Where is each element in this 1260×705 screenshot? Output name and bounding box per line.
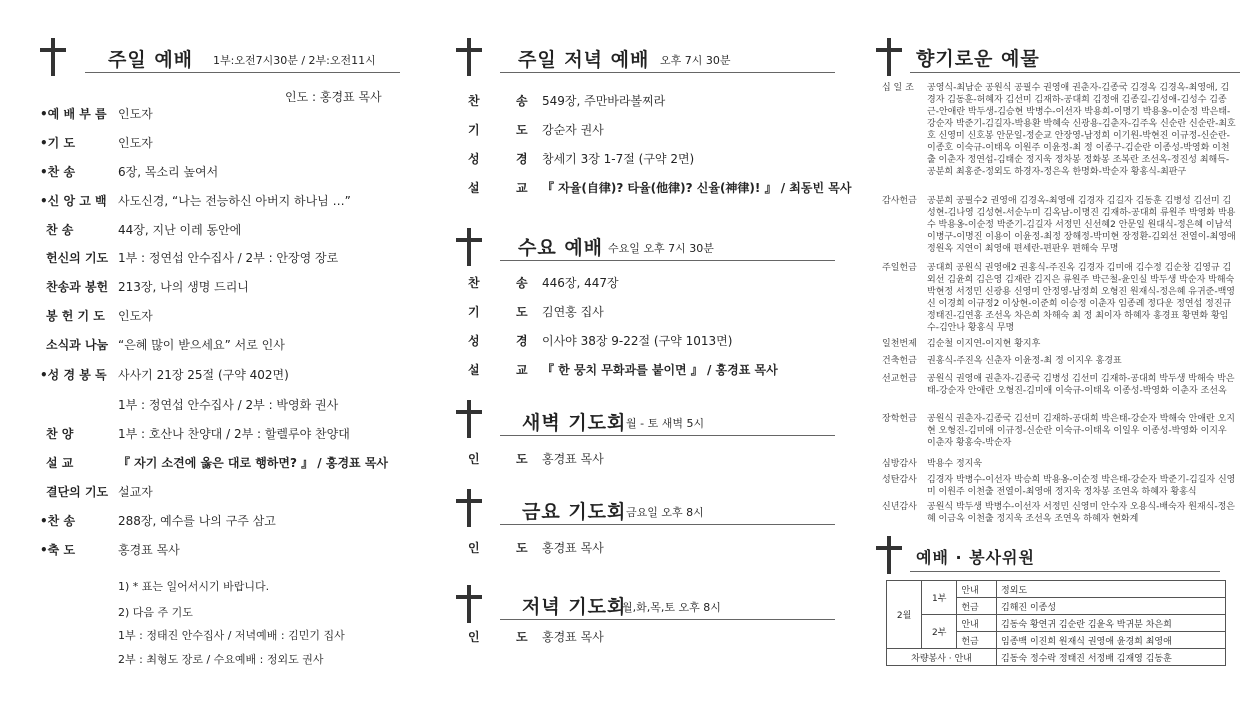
- list-item: [46, 307, 153, 324]
- cross-icon: [876, 536, 902, 574]
- note: 2부 : 최형도 장로 / 수요예배 : 정외도 권사: [118, 653, 324, 666]
- list-item: [46, 336, 285, 353]
- offering-names: 공분희 공필수2 권영애 김경옥-최영애 김경자 김길자 김동훈 김병성 김선미 김성현-김나영 김성현-서순누미 김옥남-이명진 김재하-공대희 류원주 박영화 박용수 박용옹-이순정 박준기-김길자 서정민 신선혜2 안문일 원대식-정은혜 이남석 이병구-이명진 이용이 이윤정-최정 장해정-박미현 장정환-김외선 전열이-최영애 정원옥 지연이 최영애 편세란-편판우 편해숙 무명: [927, 196, 1236, 254]
- note: 1부 : 정태진 안수집사 / 저녁예배 : 김민기 집사: [118, 629, 345, 642]
- offering-row: [882, 474, 1237, 500]
- item-value: 설교자: [118, 485, 153, 499]
- divider: [910, 571, 1220, 572]
- item-label: 인: [468, 452, 480, 466]
- cross-icon: [456, 585, 482, 623]
- list-item: [468, 628, 604, 645]
- role-cell: 헌금: [957, 632, 997, 649]
- note: 1) * 표는 일어서시기 바랍니다.: [118, 580, 270, 593]
- list-item: [40, 512, 276, 529]
- list-item: [468, 92, 665, 109]
- offering-row: [882, 413, 1237, 451]
- item-label: 기: [468, 305, 480, 319]
- section-subtitle: 수요일 오후 7시 30분: [608, 242, 714, 255]
- list-item: [40, 192, 351, 209]
- list-item: [468, 274, 619, 291]
- list-item: [46, 425, 350, 442]
- divider: [910, 72, 1240, 73]
- list-item: [46, 249, 338, 266]
- cross-icon: [456, 400, 482, 438]
- list-item: [468, 179, 851, 196]
- section-title: 주일 저녁 예배: [518, 49, 650, 71]
- item-label: 도: [516, 541, 528, 555]
- item-value: 1부 : 호산나 찬양대 / 2부 : 할렐루야 찬양대: [118, 427, 350, 441]
- month-cell: 2월: [887, 581, 922, 649]
- role-cell: 안내: [957, 581, 997, 598]
- names-cell: 정외도: [997, 581, 1226, 598]
- offering-type: 선교헌금: [882, 374, 917, 384]
- cross-icon: [456, 38, 482, 76]
- offering-names: 박용수 정지욱: [927, 459, 983, 469]
- list-item: [468, 121, 604, 138]
- section-title: 새벽 기도회: [522, 412, 627, 434]
- section-subtitle: 월 - 토 새벽 5시: [626, 417, 705, 430]
- item-value: 213장, 나의 생명 드리니: [118, 280, 249, 294]
- divider: [500, 435, 835, 436]
- divider: [500, 619, 835, 620]
- item-value: 홍경표 목사: [542, 630, 604, 644]
- middle-column: [430, 0, 850, 705]
- item-label: 찬 양: [46, 427, 74, 441]
- cross-icon: [40, 38, 66, 76]
- item-value: 김연홍 집사: [542, 305, 604, 319]
- item-label: 인: [468, 541, 480, 555]
- offering-row: [882, 355, 1237, 369]
- list-item: [46, 483, 153, 500]
- item-label: 봉 헌 기 도: [46, 309, 105, 323]
- offering-names: 공원식 권영애 권춘자-김종국 김병성 김선미 김재하-공대희 박두생 박해숙 박은태-강순자 안애란 오형진-김미애 이숙규-이태옥 이종성-박영화 이춘자 조선옥: [927, 374, 1235, 396]
- list-item: [468, 332, 732, 349]
- offering-row: [882, 82, 1237, 194]
- divider: [500, 260, 835, 261]
- item-label: 찬 송: [46, 223, 74, 237]
- divider: [500, 72, 835, 73]
- divider: [500, 524, 835, 525]
- cross-icon: [876, 38, 902, 76]
- offering-type: 주일헌금: [882, 263, 917, 273]
- item-value: 『 자기 소견에 옳은 대로 행하면? 』 / 홍경표 목사: [118, 456, 389, 470]
- section-title: 주일 예배: [108, 49, 194, 71]
- item-label: 인: [468, 630, 480, 644]
- item-label: 송: [516, 276, 528, 290]
- offering-type: 감사헌금: [882, 196, 917, 206]
- list-item: [40, 134, 153, 151]
- list-item: [468, 150, 694, 167]
- list-item: [40, 541, 180, 558]
- offering-names: 공원식 권춘자-김종국 김선미 김재하-공대희 박은태-강순자 박해숙 안애란 오지현 오형진-김미애 이규정-신순란 이숙규-이태옥 이일우 이종성-박영화 이지우 이춘자 황홍숙-박순자: [927, 414, 1235, 448]
- item-value: 인도자: [118, 136, 153, 150]
- offering-type: 장학헌금: [882, 414, 917, 424]
- item-label: 경: [516, 152, 528, 166]
- offering-names: 공원식 박두생 박병수-이선자 서정민 신영미 안수자 오용식-배숙자 원재식-정은혜 이금옥 이천출 정지욱 조선옥 조연옥 하혜자 현화계: [927, 502, 1235, 524]
- list-item: [40, 163, 218, 180]
- list-item: [468, 539, 604, 556]
- item-value: 홍경표 목사: [118, 543, 180, 557]
- item-label: 찬: [468, 94, 480, 108]
- item-value: 446장, 447장: [542, 276, 619, 290]
- item-label: •예 배 부 름: [40, 107, 107, 121]
- role-cell: 안내: [957, 615, 997, 632]
- role-cell: 차량봉사 · 안내: [887, 649, 997, 666]
- leader: 인도 : 홍경표 목사: [285, 90, 382, 104]
- item-label: 송: [516, 94, 528, 108]
- table-row: [887, 581, 1226, 598]
- offering-names: 공영식-최남순 공원식 공필수 권영애 권춘자-김종국 김경옥 김경옥-최영애, 김경자 김동훈-허혜자 김선미 김재하-공대희 김정애 김종길-김성애-김성수 김종근-안애란 박두생-김승현 박병수-이선자 박용희-이명기 박용옹-이순정 박은태-강순자 박준기-김길자-박용환 박혜숙 신광용-김춘자-김주옥 신순란 신순란-최호호 신영미 신호봉 안문일-정순교 안장영-남정희 이기원-박현진 이규정-신순란-이종호 이숙규-이태옥 이원주 이윤정-최 정 이종구-김순란 이종성-박영화 이천출 이춘자 정연섭-김태순 정지욱 정차봉 정화봉 조복란 조선옥-정진성 최해득-공분희 최홍준-정외도 하경자-정은옥 한명화-박순자 황홍식-최판구: [927, 83, 1236, 177]
- names-cell: 임종백 이진희 원재식 권영애 윤경희 최영애: [997, 632, 1226, 649]
- divider: [85, 72, 400, 73]
- role-cell: 헌금: [957, 598, 997, 615]
- section-subtitle: 월,화,목,토 오후 8시: [622, 601, 721, 614]
- right-column: [870, 0, 1250, 705]
- offering-row: [882, 458, 1237, 472]
- list-item: [118, 396, 338, 413]
- item-label: 성: [468, 334, 480, 348]
- item-value: 549장, 주만바라볼찌라: [542, 94, 666, 108]
- names-cell: 김동숙 정수락 정태진 서정배 김재영 김동훈: [997, 649, 1226, 666]
- item-label: •신 앙 고 백: [40, 194, 107, 208]
- names-cell: 김동숙 황연귀 김순란 김윤옥 박귀분 차은희: [997, 615, 1226, 632]
- offering-names: 공대희 공원식 권영애2 권홍식-주진옥 김경자 김미애 김수정 김순창 김영규 김외선 김윤희 김은영 김재란 김지은 류원주 박근철-윤인실 박두생 박순자 박해숙 박현정 서정민 신광용 신영미 안정영-남정희 오형진 원재식-정은혜 유귀준-백영신 이경희 이규정2 이상현-이준희 이승정 이춘자 임종례 정다운 정연섭 정진규 정태진-김연홍 조선옥 차은희 차해숙 최 정 최이자 하혜자 홍경표 황면화 황임수-김안나 황홍식 무명: [927, 263, 1235, 333]
- section-subtitle: 1부:오전7시30분 / 2부:오전11시: [213, 54, 376, 67]
- offering-row: [882, 338, 1237, 352]
- item-label: 기: [468, 123, 480, 137]
- item-value: 『 한 뭉치 무화과를 붙이면 』 / 홍경표 목사: [542, 363, 778, 377]
- names-cell: 김해진 이종성: [997, 598, 1226, 615]
- list-item: [468, 450, 604, 467]
- item-label: 도: [516, 452, 528, 466]
- section-title: 금요 기도회: [522, 501, 627, 523]
- item-label: •기 도: [40, 136, 76, 150]
- item-value: 1부 : 정연섭 안수집사 / 2부 : 안장영 장로: [118, 251, 339, 265]
- item-label: 교: [516, 363, 528, 377]
- offering-row: [882, 373, 1237, 411]
- item-label: 도: [516, 305, 528, 319]
- section-title: 저녁 기도회: [522, 596, 627, 618]
- staff-table: [886, 580, 1226, 666]
- offering-names: 김순철 이지연-이지현 황지후: [927, 339, 1041, 349]
- item-label: 설: [468, 181, 480, 195]
- item-label: 헌신의 기도: [46, 251, 109, 265]
- item-label: •성 경 봉 독: [40, 368, 107, 382]
- item-label: •찬 송: [40, 165, 76, 179]
- item-label: 설 교: [46, 456, 74, 470]
- item-value: 홍경표 목사: [542, 541, 604, 555]
- item-label: 설: [468, 363, 480, 377]
- offering-row: [882, 501, 1237, 527]
- item-value: 44장, 지난 이레 동안에: [118, 223, 242, 237]
- item-value: 1부 : 정연섭 안수집사 / 2부 : 박영화 권사: [118, 398, 339, 412]
- left-column: [0, 0, 420, 705]
- item-label: 경: [516, 334, 528, 348]
- item-value: 『 자율(自律)? 타율(他律)? 신율(神律)! 』 / 최동빈 목사: [542, 181, 852, 195]
- service-cell: 2부: [922, 615, 957, 649]
- section-title: 예배 · 봉사위원: [916, 548, 1035, 567]
- list-item: [40, 366, 289, 383]
- item-value: 이사야 38장 9-22절 (구약 1013면): [542, 334, 733, 348]
- list-item: [468, 361, 778, 378]
- offering-row: [882, 195, 1237, 259]
- offering-type: 십 일 조: [882, 83, 914, 93]
- item-label: 교: [516, 181, 528, 195]
- table-row: [887, 649, 1226, 666]
- item-value: 288장, 예수를 나의 구주 삼고: [118, 514, 276, 528]
- section-title: 수요 예배: [518, 237, 604, 259]
- cross-icon: [456, 228, 482, 266]
- item-value: 홍경표 목사: [542, 452, 604, 466]
- offering-row: [882, 262, 1237, 336]
- service-cell: 1부: [922, 581, 957, 615]
- section-subtitle: 오후 7시 30분: [660, 54, 731, 67]
- list-item: [46, 454, 388, 471]
- cross-icon: [456, 489, 482, 527]
- section-title: 향기로운 예물: [916, 48, 1040, 70]
- note: 2) 다음 주 기도: [118, 606, 193, 619]
- item-value: 강순자 권사: [542, 123, 604, 137]
- offering-names: 권홍식-주진옥 신춘자 이윤정-최 정 이지우 홍경표: [927, 356, 1122, 366]
- table-row: [887, 615, 1226, 632]
- item-label: •축 도: [40, 543, 76, 557]
- list-item: [46, 278, 249, 295]
- item-value: 사사기 21장 25절 (구약 402면): [118, 368, 289, 382]
- offering-type: 일천번제: [882, 339, 917, 349]
- offering-names: 김경자 박병수-이선자 박승희 박용옹-이순정 박은태-강순자 박준기-김길자 신영미 이원주 이천출 전열이-최영애 정지욱 정차봉 조연옥 하혜자 황홍식: [927, 475, 1236, 497]
- item-label: 찬송과 봉헌: [46, 280, 109, 294]
- section-subtitle: 금요일 오후 8시: [626, 506, 704, 519]
- item-value: 인도자: [118, 107, 153, 121]
- offering-type: 성탄감사: [882, 475, 917, 485]
- item-label: 성: [468, 152, 480, 166]
- offering-type: 건축헌금: [882, 356, 917, 366]
- item-label: 소식과 나눔: [46, 338, 109, 352]
- item-label: 찬: [468, 276, 480, 290]
- item-label: 결단의 기도: [46, 485, 109, 499]
- item-value: “은혜 많이 받으세요” 서로 인사: [118, 338, 285, 352]
- offering-type: 신년감사: [882, 502, 917, 512]
- offering-type: 심방감사: [882, 459, 917, 469]
- item-value: 사도신경, “나는 전능하신 아버지 하나님 …”: [118, 194, 351, 208]
- item-label: 도: [516, 630, 528, 644]
- item-value: 인도자: [118, 309, 153, 323]
- item-value: 창세기 3장 1-7절 (구약 2면): [542, 152, 695, 166]
- list-item: [46, 221, 241, 238]
- list-item: [40, 105, 153, 122]
- item-value: 6장, 목소리 높여서: [118, 165, 219, 179]
- item-label: •찬 송: [40, 514, 76, 528]
- list-item: [468, 303, 604, 320]
- item-label: 도: [516, 123, 528, 137]
